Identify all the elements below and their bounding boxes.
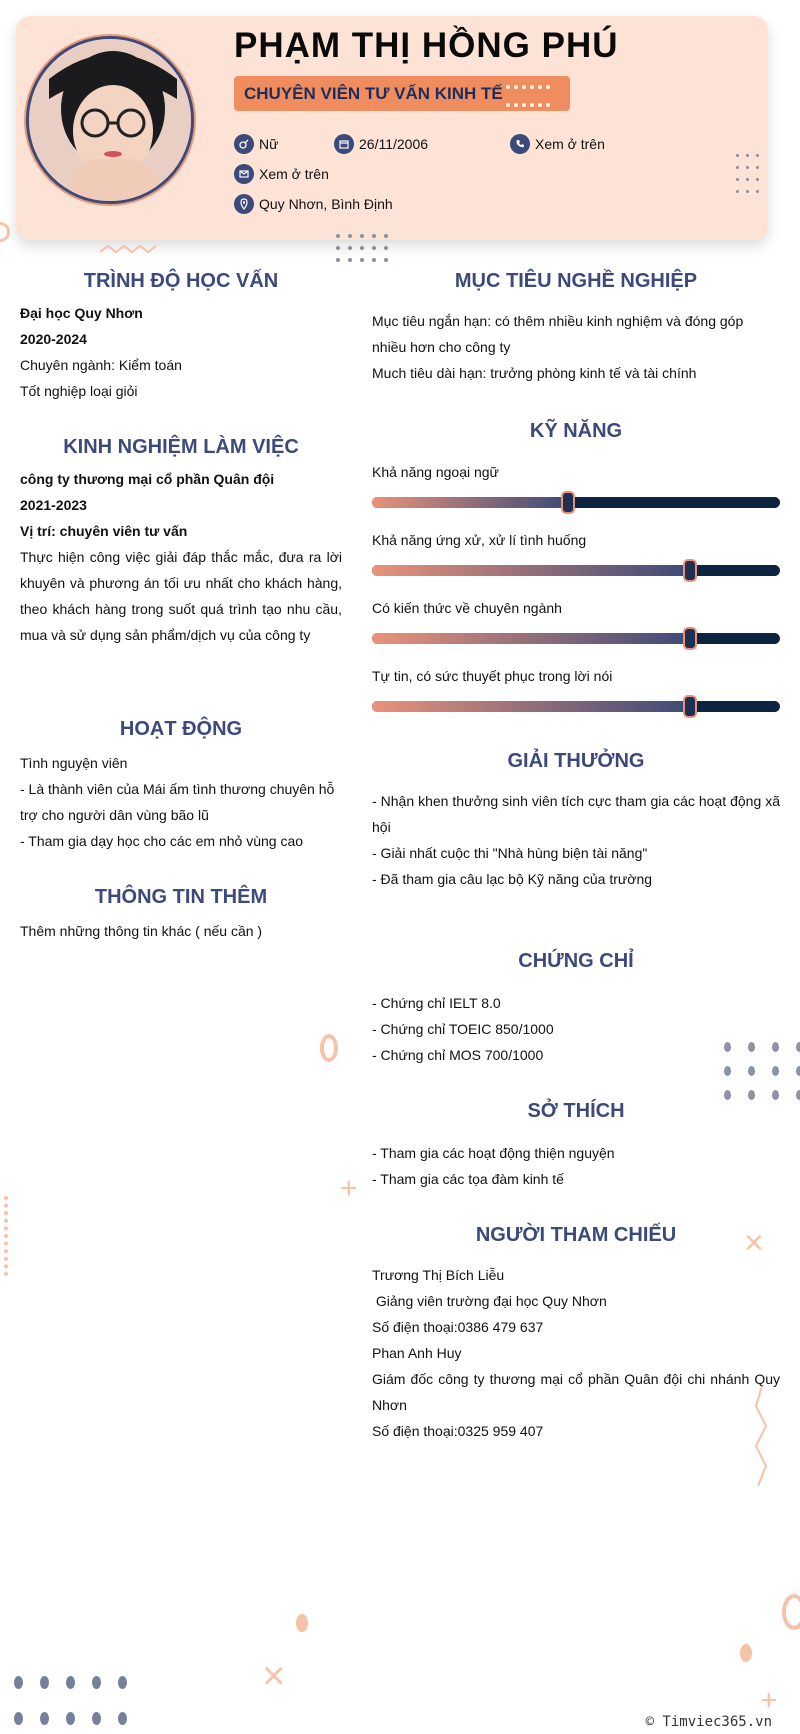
watermark: © Timviec365.vn [645, 1714, 772, 1730]
address-value: Quy Nhơn, Bình Định [259, 196, 393, 212]
mail-icon [234, 164, 254, 184]
skill-bar-4 [372, 701, 780, 712]
skill-label-2: Khả năng ứng xử, xử lí tình huống [372, 532, 587, 548]
candidate-name: PHẠM THỊ HỒNG PHÚ [234, 26, 619, 65]
skills-heading: KỸ NĂNG [529, 420, 623, 442]
objective-long-term: Much tiêu dài hạn: trưởng phòng kinh tế và tài chính [372, 365, 697, 381]
job-title-banner [234, 76, 570, 111]
decorative-ring-mid [320, 1034, 338, 1062]
experience-heading: KINH NGHIỆM LÀM VIỆC [63, 436, 299, 458]
skill-bar-1 [372, 497, 780, 508]
certificate-1: - Chứng chỉ IELT 8.0 [372, 995, 501, 1011]
certificate-3: - Chứng chỉ MOS 700/1000 [372, 1047, 544, 1063]
decorative-ring-bottom-right [782, 1594, 800, 1630]
gender-icon [234, 134, 254, 154]
birthday-info [334, 134, 428, 154]
decorative-dot-left [4, 1196, 8, 1276]
experience-company: công ty thương mại cổ phần Quân đội [20, 471, 275, 487]
banner-dots [506, 82, 554, 118]
decorative-zigzag [100, 244, 156, 256]
skill-label-1: Khả năng ngoại ngữ [372, 464, 499, 480]
email-info [234, 164, 329, 184]
decorative-x-bottom: × [262, 1654, 286, 1698]
experience-role: Vị trí: chuyên viên tư vấn [20, 523, 188, 539]
birthday-value: 26/11/2006 [359, 136, 429, 152]
activities-line-1: - Là thành viên của Mái ấm tình thương chuyên hỗ trợ cho người dân vùng bão lũ [20, 781, 335, 823]
awards-line-2: - Giải nhất cuộc thi "Nhà hùng biện tài năng" [372, 845, 648, 861]
certificate-2: - Chứng chỉ TOEIC 850/1000 [372, 1021, 554, 1037]
objective-heading: MỤC TIÊU NGHỀ NGHIỆP [454, 270, 698, 292]
decorative-ring-left [0, 222, 10, 242]
hobby-1: - Tham gia các hoạt động thiện nguyện [372, 1145, 615, 1161]
skill-knob-1 [561, 491, 575, 514]
avatar [26, 36, 194, 204]
reference-1-name: Trương Thị Bích Liễu [372, 1267, 505, 1283]
gender-value: Nữ [259, 136, 279, 152]
skill-knob-2 [683, 559, 697, 582]
activities-title: Tình nguyện viên [20, 755, 128, 771]
decorative-oval-1 [296, 1614, 308, 1632]
education-result: Tốt nghiệp loại giỏi [20, 383, 138, 399]
phone-info [510, 134, 605, 154]
skill-bar-3 [372, 633, 780, 644]
reference-2-name: Phan Anh Huy [372, 1345, 462, 1361]
skill-label-3: Có kiến thức về chuyên ngành [372, 600, 562, 616]
reference-1-phone: Số điện thoại:0386 479 637 [372, 1319, 544, 1335]
calendar-icon [334, 134, 354, 154]
activities-heading: HOẠT ĐỘNG [119, 718, 243, 740]
hobby-2: - Tham gia các tọa đàm kinh tế [372, 1171, 564, 1187]
references-heading: NGƯỜI THAM CHIẾU [475, 1224, 677, 1246]
skill-knob-3 [683, 627, 697, 650]
certificates-heading: CHỨNG CHỈ [518, 950, 634, 972]
skill-label-4: Tự tin, có sức thuyết phục trong lời nói [372, 668, 613, 684]
education-period: 2020-2024 [20, 331, 87, 347]
reference-2-title: Giám đốc công ty thương mại cổ phần Quân đội chi nhánh Quy Nhơn [372, 1371, 780, 1413]
phone-value: Xem ở trên [535, 136, 605, 152]
education-major: Chuyên ngành: Kiểm toán [20, 357, 182, 373]
education-school: Đại học Quy Nhơn [20, 305, 143, 321]
address-info [234, 194, 393, 214]
experience-period: 2021-2023 [20, 497, 87, 513]
more-info-heading: THÔNG TIN THÊM [94, 886, 268, 908]
experience-description: Thực hiện công việc giải đáp thắc mắc, đưa ra lời khuyên và phương án tối ưu nhất cho khách hàng, theo khách hàng trong suốt quá trình tạo nhu cầu, mua và sử dụng sản phẩm/dịch vụ của công ty [20, 549, 342, 643]
decorative-x-right: × [744, 1224, 764, 1262]
skill-knob-4 [683, 695, 697, 718]
job-title: CHUYÊN VIÊN TƯ VẤN KINH TẾ [244, 84, 503, 103]
awards-heading: GIẢI THƯỞNG [507, 750, 645, 772]
reference-2-phone: Số điện thoại:0325 959 407 [372, 1423, 544, 1439]
location-pin-icon [234, 194, 254, 214]
decorative-plus-bottom: + [760, 1684, 778, 1717]
reference-1-title: Giảng viên trường đại học Quy Nhơn [372, 1293, 607, 1309]
hobbies-heading: SỞ THÍCH [527, 1100, 625, 1122]
more-info-text: Thêm những thông tin khác ( nếu cần ) [20, 923, 263, 939]
awards-line-3: - Đã tham gia câu lạc bộ Kỹ năng của trường [372, 871, 653, 887]
phone-icon [510, 134, 530, 154]
education-heading: TRÌNH ĐỘ HỌC VẤN [83, 270, 279, 292]
decorative-wave-right [754, 1386, 770, 1486]
email-value: Xem ở trên [259, 166, 329, 182]
skill-bar-2 [372, 565, 780, 576]
decorative-oval-2 [740, 1644, 752, 1662]
activities-line-2: - Tham gia dạy học cho các em nhỏ vùng cao [20, 833, 304, 849]
awards-line-1: - Nhận khen thưởng sinh viên tích cực tham gia các hoạt động xã hội [372, 793, 780, 835]
gender-info [234, 134, 278, 154]
decorative-plus-mid: + [340, 1172, 358, 1205]
objective-short-term: Mục tiêu ngắn hạn: có thêm nhiều kinh nghiệm và đóng góp nhiều hơn cho công ty [372, 313, 744, 355]
